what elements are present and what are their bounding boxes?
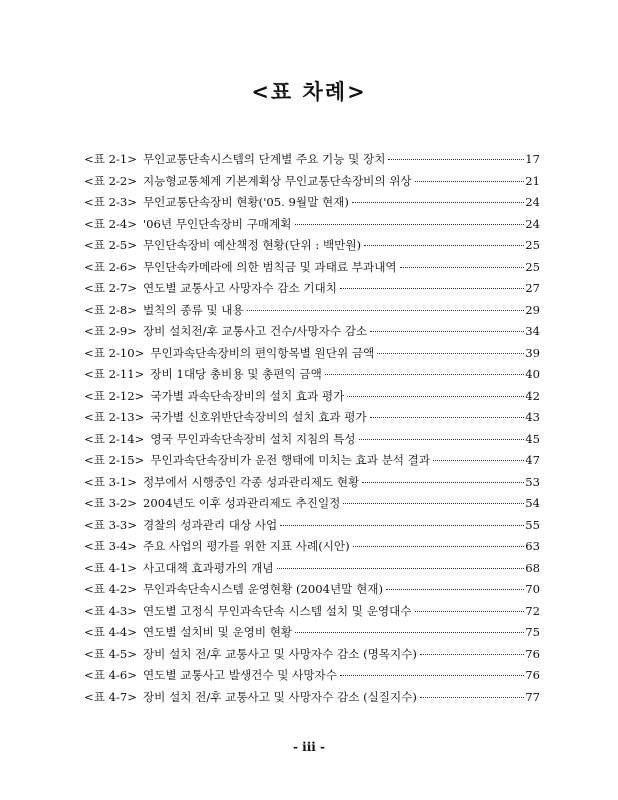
toc-dot-leader [386, 589, 524, 590]
toc-entry-label: <표 2-10> [84, 345, 145, 360]
toc-entry-label: <표 4-7> [84, 689, 137, 704]
toc-entry-title: 2004년도 이후 성과관리제도 추진일정 [142, 496, 341, 510]
toc-entry [84, 194, 540, 216]
toc-entry-title: 무인과속단속장비가 운전 행태에 미치는 효과 분석 결과 [150, 453, 431, 467]
toc-entry-page-number: 29 [525, 302, 540, 317]
toc-entry-label: <표 2-6> [84, 259, 137, 274]
toc-entry [84, 581, 540, 603]
toc-entry-page-number: 43 [525, 410, 540, 424]
toc-entry-title: 국가별 신호위반단속장비의 설치 효과 평가 [150, 410, 367, 424]
toc-entry [84, 603, 540, 625]
toc-entry-title: 사고대책 효과평가의 개념 [142, 560, 274, 575]
toc-entry-title: 무인과속단속장비의 편익항목별 원단위 금액 [150, 345, 375, 360]
toc-entry [84, 259, 540, 281]
toc-entry-page-number: 47 [525, 453, 540, 467]
toc-entry [84, 323, 540, 345]
toc-entry-label: <표 4-2> [84, 582, 137, 596]
toc-entry-title: 지능형교통체계 기본계획상 무인교통단속장비의 위상 [142, 173, 412, 188]
toc-entry-label: <표 2-7> [84, 281, 137, 295]
toc-entry-page-number: 21 [525, 173, 540, 188]
toc-entry-page-number: 75 [525, 625, 540, 639]
toc-entry-title: 연도별 고정식 무인과속단속 시스템 설치 및 운영대수 [142, 603, 412, 618]
toc-entry-page-number: 63 [525, 539, 540, 553]
toc-entry [84, 409, 540, 431]
toc-entry-title: 연도별 교통사고 발생건수 및 사망자수 [142, 668, 337, 682]
toc-entry-label: <표 2-4> [84, 216, 137, 231]
toc-entry [84, 538, 540, 560]
toc-dot-leader [295, 224, 525, 225]
toc-dot-leader [370, 417, 525, 418]
toc-dot-leader [415, 181, 525, 182]
toc-entry-title: 무인교통단속시스템의 단계별 주요 기능 및 장치 [142, 152, 386, 166]
toc-entry-title: 연도별 설치비 및 운영비 현황 [142, 625, 293, 639]
toc-entry-label: <표 4-5> [84, 646, 137, 661]
toc-entry-title: 무인과속단속시스템 운영현황 (2004년말 현재) [142, 582, 383, 596]
toc-entry [84, 689, 540, 711]
toc-entry [84, 667, 540, 689]
toc-entry-page-number: 24 [525, 195, 540, 209]
toc-entry-label: <표 4-1> [84, 560, 137, 575]
toc-entry-title: 주요 사업의 평가를 위한 지표 사례(시안) [142, 539, 350, 553]
toc-entry-page-number: 76 [525, 646, 540, 661]
toc-entry [84, 173, 540, 195]
toc-entry-label: <표 2-2> [84, 173, 137, 188]
toc-entry-page-number: 39 [525, 345, 540, 360]
toc-entry-title: 장비 1대당 총비용 및 총편익 금액 [150, 367, 322, 381]
toc-entry [84, 646, 540, 668]
toc-entry-title: 경찰의 성과관리 대상 사업 [142, 517, 278, 532]
toc-entry-title: 벌칙의 종류 및 내용 [142, 302, 244, 317]
toc-entry-label: <표 4-6> [84, 668, 137, 682]
toc-entry-title: 국가별 과속단속장비의 설치 효과 평가 [150, 388, 345, 403]
toc-entry-page-number: 53 [525, 474, 540, 489]
toc-entry-page-number: 72 [525, 603, 540, 618]
toc-entry-page-number: 17 [525, 152, 540, 166]
toc-dot-leader [340, 675, 524, 676]
toc-entry-title: 연도별 교통사고 사망자수 감소 기대치 [142, 281, 337, 295]
toc-dot-leader [359, 439, 525, 440]
toc-dot-leader [347, 396, 524, 397]
toc-dot-leader [420, 654, 524, 655]
toc-dot-leader [280, 525, 524, 526]
toc-entry-label: <표 2-9> [84, 324, 137, 338]
toc-dot-leader [353, 546, 525, 547]
toc-entry-label: <표 2-1> [84, 152, 137, 166]
toc-entry-label: <표 3-3> [84, 517, 137, 532]
toc-entry-label: <표 2-14> [84, 431, 145, 446]
toc-dot-leader [415, 611, 525, 612]
toc-entry-page-number: 54 [525, 496, 540, 510]
toc-entry-page-number: 55 [525, 517, 540, 532]
toc-dot-leader [364, 245, 524, 246]
toc-entry-page-number: 40 [525, 367, 540, 381]
toc-dot-leader [370, 331, 524, 332]
toc-entry-title: 장비 설치전/후 교통사고 건수/사망자수 감소 [142, 324, 368, 338]
toc-entry [84, 495, 540, 517]
toc-entry [84, 345, 540, 367]
toc-entry-title: 정부에서 시행중인 각종 성과관리제도 현황 [142, 474, 360, 489]
toc-entry [84, 388, 540, 410]
toc-entry [84, 366, 540, 388]
toc-entry-label: <표 3-2> [84, 496, 137, 510]
toc-entry [84, 474, 540, 496]
toc-entry-title: 무인교통단속장비 현황('05. 9월말 현재) [142, 195, 349, 209]
toc-entry [84, 560, 540, 582]
toc-entry-title: 장비 설치 전/후 교통사고 및 사망자수 감소 (실질지수) [142, 689, 417, 704]
toc-entry-page-number: 24 [525, 216, 540, 231]
toc-entry-page-number: 27 [525, 281, 540, 295]
toc-entry-label: <표 4-4> [84, 625, 137, 639]
toc-entry [84, 302, 540, 324]
toc-entry-title: '06년 무인단속장비 구매계획 [142, 216, 292, 231]
toc-dot-leader [352, 202, 524, 203]
toc-dot-leader [400, 267, 525, 268]
toc-entry [84, 624, 540, 646]
toc-entry-label: <표 2-13> [84, 410, 145, 424]
toc-entry [84, 452, 540, 474]
toc-entry [84, 517, 540, 539]
toc-dot-leader [433, 460, 524, 461]
toc-entry-title: 무인단속장비 예산책정 현황(단위 : 백만원) [142, 238, 362, 252]
table-of-contents-list [84, 151, 540, 710]
toc-entry-page-number: 77 [525, 689, 540, 704]
toc-entry [84, 151, 540, 173]
toc-entry [84, 237, 540, 259]
toc-dot-leader [247, 310, 525, 311]
page-title: <표 차례> [251, 79, 367, 104]
toc-entry [84, 216, 540, 238]
toc-dot-leader [343, 503, 524, 504]
toc-dot-leader [377, 353, 524, 354]
toc-entry-page-number: 70 [525, 582, 540, 596]
toc-entry-page-number: 25 [525, 259, 540, 274]
toc-entry-label: <표 2-11> [84, 367, 145, 381]
toc-entry-label: <표 4-3> [84, 603, 137, 618]
toc-dot-leader [295, 632, 524, 633]
toc-entry-page-number: 45 [525, 431, 540, 446]
toc-entry-title: 영국 무인과속단속장비 설치 지침의 특성 [150, 431, 356, 446]
toc-entry [84, 280, 540, 302]
toc-entry-label: <표 2-3> [84, 195, 137, 209]
toc-entry-page-number: 76 [525, 668, 540, 682]
toc-entry-label: <표 2-5> [84, 238, 137, 252]
toc-entry-page-number: 25 [525, 238, 540, 252]
toc-entry-page-number: 42 [525, 388, 540, 403]
toc-entry-label: <표 2-8> [84, 302, 137, 317]
toc-entry-page-number: 34 [525, 324, 540, 338]
toc-entry-title: 무인단속카메라에 의한 범칙금 및 과태료 부과내역 [142, 259, 397, 274]
toc-dot-leader [340, 288, 524, 289]
page-number-footer: - iii - [293, 740, 325, 754]
toc-entry-label: <표 2-12> [84, 388, 145, 403]
toc-dot-leader [325, 374, 524, 375]
toc-entry [84, 431, 540, 453]
toc-dot-leader [388, 159, 524, 160]
toc-entry-page-number: 68 [525, 560, 540, 575]
toc-dot-leader [420, 697, 524, 698]
toc-entry-title: 장비 설치 전/후 교통사고 및 사망자수 감소 (명목지수) [142, 646, 417, 661]
toc-entry-label: <표 3-4> [84, 539, 137, 553]
toc-entry-label: <표 3-1> [84, 474, 137, 489]
toc-entry-label: <표 2-15> [84, 453, 145, 467]
toc-dot-leader [362, 482, 524, 483]
toc-dot-leader [277, 568, 525, 569]
